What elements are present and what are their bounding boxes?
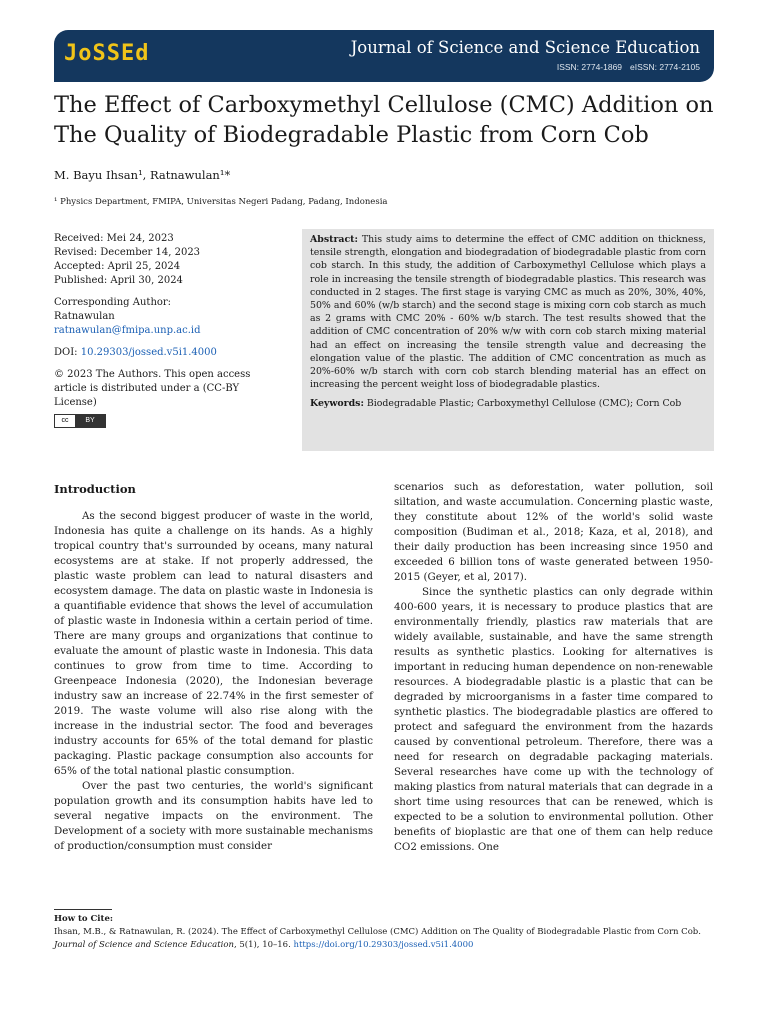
by-icon: BY — [75, 415, 105, 427]
how-to-cite — [54, 913, 714, 952]
cite-doi-link[interactable]: https://doi.org/10.29303/jossed.v5i1.4000 — [293, 940, 474, 950]
cc-icon: cc — [55, 415, 75, 427]
abstract-label: Abstract: — [310, 234, 358, 245]
affiliation: ¹ Physics Department, FMIPA, Universitas Negeri Padang, Padang, Indonesia — [54, 197, 388, 207]
issn-line — [549, 62, 700, 72]
keywords-text: Biodegradable Plastic; Carboxymethyl Cellulose (CMC); Corn Cob — [363, 398, 682, 410]
license-text: © 2023 The Authors. This open access article is distributed under a (CC-BY License) — [54, 369, 251, 408]
accepted-date: Accepted: April 25, 2024 — [54, 261, 181, 272]
paper-title: The Effect of Carboxymethyl Cellulose (CMC) Addition on The Quality of Biodegradable Plastic from Corn Cob — [54, 92, 714, 148]
issn: ISSN: 2774-1869 — [556, 62, 623, 72]
section-heading: Introduction — [54, 482, 136, 496]
journal-header — [54, 30, 714, 82]
journal-name: Journal of Science and Science Education — [350, 38, 700, 57]
cite-journal: Journal of Science and Science Education — [54, 940, 234, 950]
cite-text — [54, 926, 714, 952]
received-date: Received: Mei 24, 2023 — [54, 233, 174, 244]
body-column-right — [394, 480, 713, 855]
authors: M. Bayu Ihsan¹, Ratnawulan¹* — [54, 168, 231, 182]
corresponding-label: Corresponding Author: — [54, 297, 172, 308]
corresponding-name: Ratnawulan — [54, 311, 115, 322]
body-column-left — [54, 480, 373, 854]
paragraph: As the second biggest producer of waste in the world, Indonesia has quite a challenge on its hands. As a highly tropical country that's surrounded by oceans, many natural ecosystems are at stake. If not properly addressed, the plastic waste problem can lead to natural disasters and ecosystem damage. The data on plastic waste in Indonesia is a quantifiable evidence that shows the level of accumulation of plastic waste in Indonesia within a certain period of time. There are many groups and organizations that continue to evaluate the amount of plastic waste in Indonesia. This data continues to grow from time to time. According to Greenpeace Indonesia (2020), the Indonesian beverage industry saw an increase of 22.74% in the first semester of 2019. The waste volume will also rise along with the increase in the industrial sector. The food and beverages industry accounts for 65% of the total demand for plastic packaging. Plastic package consumption also accounts for 65% of the total national plastic consumption. — [54, 510, 373, 777]
journal-logo: JoSSEd — [64, 41, 150, 66]
cite-heading: How to Cite: — [54, 914, 113, 924]
cite-reference: Ihsan, M.B., & Ratnawulan, R. (2024). The Effect of Carboxymethyl Cellulose (CMC) Addition on The Quality of Biodegradable Plastic from Corn Cob. — [54, 927, 701, 937]
paragraph: Over the past two centuries, the world's significant population growth and its consumption habits have led to several negative impacts on the environment. The Development of a society with more sustainable mechanisms of production/consumption must consider — [54, 780, 373, 852]
keywords-label: Keywords: — [310, 398, 364, 410]
article-meta — [54, 232, 284, 428]
paragraph: Since the synthetic plastics can only degrade within 400-600 years, it is necessary to produce plastics that are environmentally friendly, plastics raw materials that are widely available, sustainable, and have the same strength results as synthetic plastics. Looking for alternatives is important in reducing human dependence on non-renewable resources. A biodegradable plastic is a plastic that can be degraded by microorganisms in a faster time compared to synthetic plastics. The biodegradable plastics are offered to protect and safeguard the environment from the hazards caused by conventional petroleum. Therefore, there was a need for research on degradable packaging materials. Several researches have come up with the technology of making plastics from natural materials that can degrade in a short time using resources that can be renewed, which is expected to be a solution to environmental pollution. Other benefits of bioplastic are that one of them can help reduce CO2 emissions. One — [394, 586, 713, 853]
cite-volume: , 5(1), 10–16. — [233, 940, 294, 950]
doi-label: DOI: — [54, 347, 81, 358]
abstract-box — [302, 229, 714, 451]
doi-line — [54, 346, 284, 360]
eissn: eISSN: 2774-2105 — [630, 62, 700, 72]
revised-date: Revised: December 14, 2023 — [54, 247, 201, 258]
abstract — [310, 233, 706, 391]
published-date: Published: April 30, 2024 — [54, 275, 183, 286]
corresponding-email[interactable]: ratnawulan@fmipa.unp.ac.id — [54, 325, 201, 336]
doi-link[interactable]: 10.29303/jossed.v5i1.4000 — [80, 347, 217, 358]
abstract-text: This study aims to determine the effect of CMC addition on thickness, tensile strength, elongation and biodegradation of biodegradable plastic from corn cob starch. In this study, the addition of Carboxymethyl Cellulose which plays a role in increasing the tensile strength of biodegradable plastics. This research was conducted in 2 stages. The first stage is varying CMC as much as 20%, 30%, 40%, 50% and 60% (w/b starch) and the second stage is mixing corn cob starch as much as 2 grams with CMC 20% - 60% w/b starch. The test results showed that the addition of CMC concentration of 20% w/w with corn cob starch mixing material had an effect on increasing the tensile strength value and decreasing the elongation value of the plastic. The addition of CMC concentration as much as 20%-60% w/b starch with corn cob starch blending material has an effect on increasing the percent weight loss of biodegradable plastics. — [310, 234, 706, 391]
paragraph: scenarios such as deforestation, water pollution, soil siltation, and waste accumulation. Concerning plastic waste, they constitute about 12% of the world's solid waste composition (Budiman et al., 2018; Kaza, et al, 2018), and their daily production has been increasing since 1950 and exceeded 6 billion tons of waste generated between 1950-2015 (Geyer, et al, 2017). — [394, 481, 713, 583]
keywords — [310, 397, 706, 410]
cc-by-badge[interactable] — [54, 414, 106, 428]
footnote-rule — [54, 909, 112, 910]
